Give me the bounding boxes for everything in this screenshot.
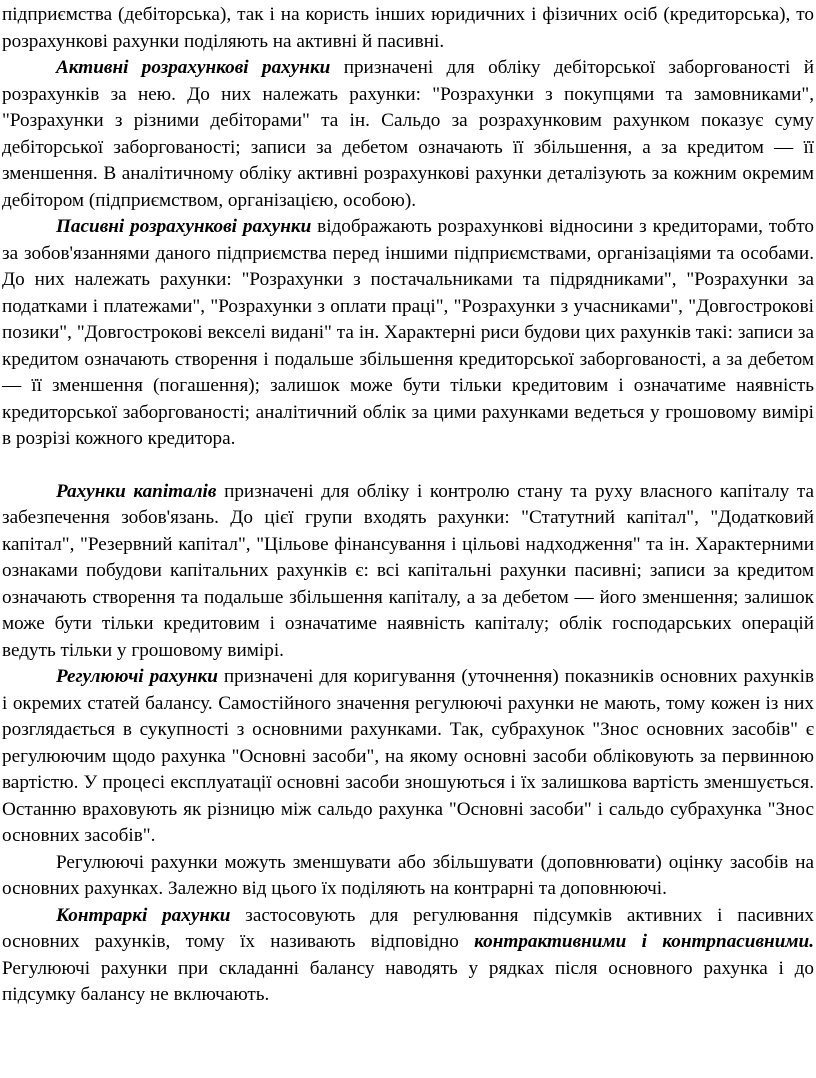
term-contra-accounts: Контраркі рахунки [56,904,231,926]
paragraph-text: Регулюючі рахунки можуть зменшувати або збільшувати (доповнювати) оцінку засобів на основних рахунках. Залежно від цього їх поділяють на контрарні та доповнюючі. [2,851,814,899]
term-regulating-accounts: Регулюючі рахунки [56,666,218,687]
paragraph-text: відображають розрахункові відносини з кредиторами, тобто за зобов'язаннями даного підприємства перед іншими підприємствами, організаціями та особами. До них належать рахунки: "Розрахунки з постачальниками та підрядниками", "Розрахунки за податками і платежами", "Розрахунки з оплати праці", "Розрахунки з учасниками", "Довгострокові позики", "Довгострокові векселі видані" та ін. Характерні риси будови цих рахунків такі: записи за кредитом означають створення і подальше збільшення кредиторської заборгованості, а за дебетом — її зменшення (погашення); залишок може бути тільки кредитовим і означатиме наявність кредиторської заборгованості; аналітичний облік за цими рахунками ведеться у грошовому вимірі в розрізі кожного кредитора. [2,216,814,449]
paragraph-text: призначені для коригування (уточнення) показників основних рахунків і окремих статей балансу. Самостійного значення регулюючі рахунки не мають, тому кожен із них розглядається в сукупності з основними рахунками. Так, субрахунок "Знос основних засобів" є регулюючим щодо рахунка "Основні засоби", на якому основні засоби обліковують за первинною вартістю. У процесі експлуатації основні засоби зношуються і їх залишкова вартість зменшується. Останню враховують як різницю між сальдо рахунка "Основні засоби" і сальдо субрахунка "Знос основних засобів". [2,666,814,846]
paragraph-text: застосовують для регулювання підсумків активних і пасивних основних рахунків, тому їх називають відповідно [2,904,814,952]
paragraph-capital-accounts [2,479,814,665]
term-capital-accounts: Рахунки капіталів [56,480,217,502]
paragraph-text: призначені для обліку дебіторської заборгованості й розрахунків за нею. До них належать рахунки: "Розрахунки з покупцями та замовниками", "Розрахунки з різними дебіторами" та ін. Сальдо за розрахунковим рахунком показує суму дебіторської заборгованості; записи за дебетом означають її збільшення, а за кредитом — її зменшення. В аналітичному обліку активні розрахункові рахунки деталізують за кожним окремим дебітором (підприємством, організацією, особою). [2,57,814,211]
paragraph-regulating-types [2,850,814,903]
term-contra-active-passive: контрактивними і контрпасивними. [474,931,814,952]
term-passive-accounts: Пасивні розрахункові рахунки [56,216,312,237]
paragraph-active-accounts [2,55,814,214]
paragraph-contra-accounts [2,903,814,1009]
paragraph-text: Регулюючі рахунки при складанні балансу наводять у рядках після основного рахунка і до підсумку балансу не включають. [2,957,814,1005]
paragraph-passive-accounts [2,214,814,453]
paragraph-text: призначені для обліку і контролю стану та руху власного капіталу та забезпечення зобов'язань. До цієї групи входять рахунки: "Статутний капітал", "Додатковий капітал", "Резервний капітал", "Цільове фінансування і цільові надходження" та ін. Характерними ознаками побудови капітальних рахунків є: всі капітальні рахунки пасивні; записи за кредитом означають створення та подальше збільшення капіталу, а за дебетом — його зменшення; залишок може бути тільки кредитовим і означатиме наявність капіталу; облік господарських операцій ведуть тільки у грошовому вимірі. [2,480,814,661]
term-active-accounts: Активні розрахункові рахунки [56,57,331,78]
paragraph-text: підприємства (дебіторська), так і на користь інших юридичних і фізичних осіб (кредиторська), то розрахункові рахунки поділяють на активні й пасивні. [2,4,814,52]
paragraph-intro-continuation [2,2,814,55]
paragraph-regulating-accounts [2,664,814,850]
